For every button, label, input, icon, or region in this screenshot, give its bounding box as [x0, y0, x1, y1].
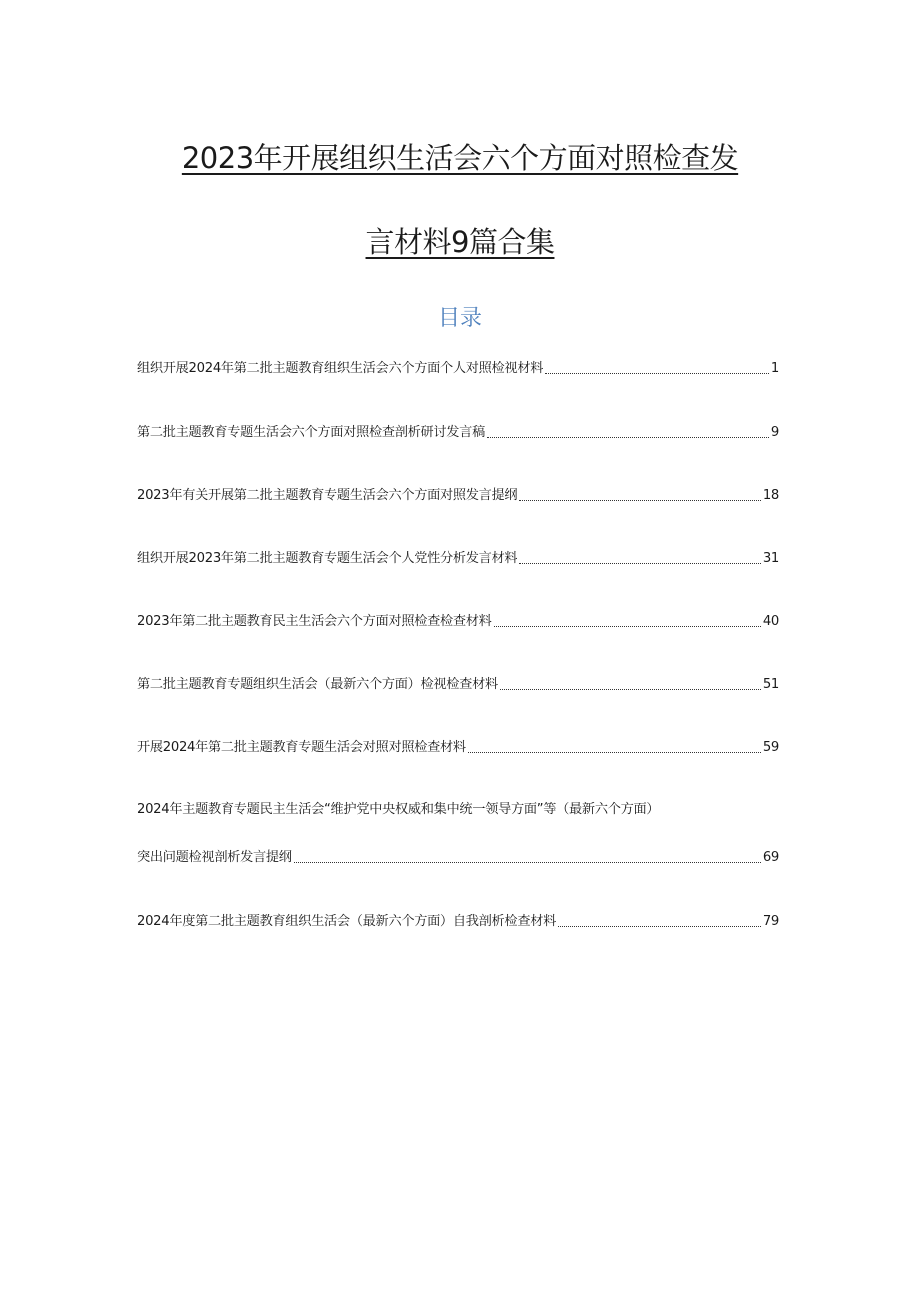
toc-page-number: 1 — [770, 361, 779, 376]
toc-leader-dots — [519, 563, 760, 564]
toc-entry-text: 突出问题检视剖析发言提纲 — [137, 850, 292, 865]
toc-entry[interactable] — [137, 846, 779, 868]
toc-leader-dots — [487, 437, 769, 438]
toc-entry-text: 第二批主题教育专题组织生活会（最新六个方面）检视检查材料 — [137, 677, 498, 692]
toc-leader-dots — [519, 500, 760, 501]
toc-leader-dots — [545, 373, 769, 374]
toc-entry-text: 组织开展2024年第二批主题教育组织生活会六个方面个人对照检视材料 — [137, 361, 544, 376]
toc-entry[interactable] — [137, 610, 779, 632]
document-title-line-1 — [0, 138, 920, 178]
toc-page-number: 51 — [762, 677, 779, 692]
toc-entry[interactable] — [137, 673, 779, 695]
toc-page-number: 59 — [762, 740, 779, 755]
toc-entry[interactable] — [137, 484, 779, 506]
toc-page-number: 31 — [762, 551, 779, 566]
toc-entry-text: 第二批主题教育专题生活会六个方面对照检查剖析研讨发言稿 — [137, 425, 485, 440]
toc-page-number: 9 — [770, 425, 779, 440]
toc-entry-text: 2023年第二批主题教育民主生活会六个方面对照检查检查材料 — [137, 614, 492, 629]
toc-entry[interactable] — [137, 547, 779, 569]
toc-entry[interactable] — [137, 736, 779, 758]
toc-entry-text: 组织开展2023年第二批主题教育专题生活会个人党性分析发言材料 — [137, 551, 518, 566]
toc-page-number: 79 — [762, 914, 779, 929]
toc-leader-dots — [494, 626, 761, 627]
toc-entry-text-line-1[interactable]: 2024年主题教育专题民主生活会“维护党中央权威和集中统一领导方面”等（最新六个方面） — [137, 802, 660, 817]
toc-leader-dots — [558, 926, 761, 927]
title-text-2: 言材料9篇合集 — [365, 225, 555, 259]
toc-leader-dots — [500, 689, 761, 690]
toc-entry-text: 2024年度第二批主题教育组织生活会（最新六个方面）自我剖析检查材料 — [137, 914, 556, 929]
document-title-line-2 — [0, 222, 920, 262]
toc-entry-text: 2023年有关开展第二批主题教育专题生活会六个方面对照发言提纲 — [137, 488, 518, 503]
toc-heading: 目录 — [437, 306, 482, 331]
toc-page-number: 40 — [762, 614, 779, 629]
toc-leader-dots — [294, 862, 761, 863]
title-text-1: 2023年开展组织生活会六个方面对照检查发 — [181, 141, 739, 175]
toc-entry[interactable] — [137, 357, 779, 379]
toc-entry[interactable] — [137, 910, 779, 932]
toc-entry[interactable] — [137, 421, 779, 443]
toc-entry-text: 开展2024年第二批主题教育专题生活会对照对照检查材料 — [137, 740, 466, 755]
toc-page-number: 18 — [762, 488, 779, 503]
toc-leader-dots — [468, 752, 761, 753]
toc-page-number: 69 — [762, 850, 779, 865]
